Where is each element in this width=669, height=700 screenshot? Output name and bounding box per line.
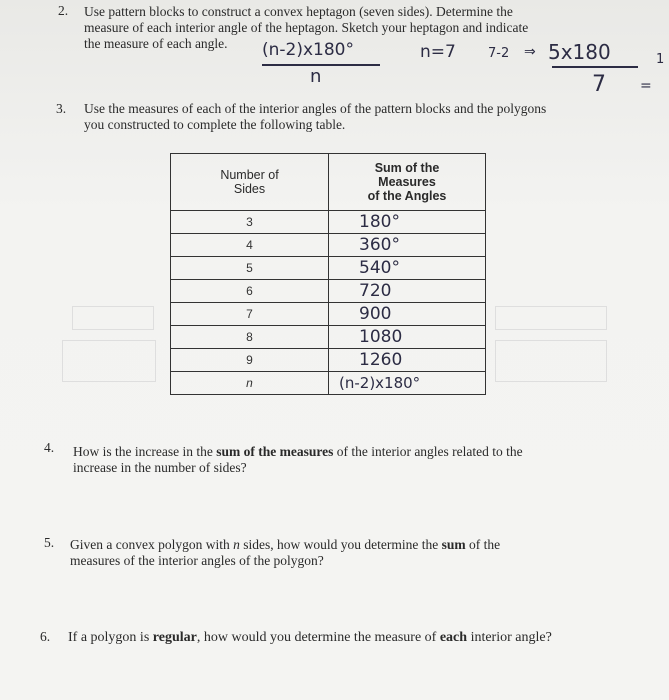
hand-fraction-bar-2 [552,66,638,68]
q6-text-part: , how would you determine the measure of [196,630,440,645]
table-row [171,372,486,395]
q5-number: 5. [44,535,55,550]
hand-seven-minus-two: 7-2 [488,46,510,61]
header-number-of-sides [171,154,329,211]
table-row [171,280,486,303]
q2-line3: the measure of each angle. [84,36,228,51]
q3-text [84,101,546,133]
q4-text [73,444,523,476]
bleed-through-box [495,306,607,330]
sum-cell-handwritten: 720 [329,280,486,303]
q2-line1: Use pattern blocks to construct a convex heptagon (seven sides). Determine the [84,4,513,19]
q4-text-bold: sum of the measures [216,444,334,459]
sum-cell-handwritten: 900 [329,303,486,326]
sum-cell-handwritten: 360° [329,234,486,257]
hand-five-times-180: 5x180 [548,40,611,64]
q5-text-part: sides, how would you determine the [239,537,442,552]
q4-text-part: of the interior angles related to the [333,444,523,459]
q5-text-part: of the [465,537,501,552]
angles-table [170,153,486,395]
q5-line2: measures of the interior angles of the polygon? [70,553,324,568]
q4-number: 4. [44,440,55,455]
table-header-row [171,154,486,211]
hand-edge-mark: 1 [656,52,665,67]
q5-text-bold: sum [441,537,466,552]
sides-cell: 3 [171,211,329,234]
sides-cell: 5 [171,257,329,280]
table-row [171,349,486,372]
q5-text [70,537,500,569]
q3-line2: you constructed to complete the following table. [84,117,346,132]
header-label: Sum of the [374,161,440,175]
hand-arrow: ⇒ [524,44,536,60]
q5-text-italic: n [233,537,240,552]
q4-line2: increase in the number of sides? [73,460,247,475]
hand-formula-top: (n-2)x180° [262,40,354,60]
table-row [171,234,486,257]
sides-cell: 7 [171,303,329,326]
sides-cell: n [171,372,329,395]
bleed-through-box [72,306,154,330]
hand-formula-bottom: n [310,66,322,87]
table-row [171,303,486,326]
q6-text-part: interior angle? [467,630,552,645]
q5-text-part: Given a convex polygon with [70,537,234,552]
hand-seven: 7 [592,72,606,97]
q6-number: 6. [40,629,51,644]
sum-cell-handwritten: 1260 [329,349,486,372]
hand-n-equals-7: n=7 [420,42,456,62]
sum-cell-handwritten: 180° [329,211,486,234]
q6-text-bold: each [439,630,468,645]
table-row [171,257,486,280]
q3-line1: Use the measures of each of the interior angles of the pattern blocks and the polygons [84,101,547,116]
sum-cell-handwritten: 540° [329,257,486,280]
sides-cell: 8 [171,326,329,349]
table-row [171,211,486,234]
sum-cell-handwritten: 1080 [329,326,486,349]
header-label: Number of [220,168,279,182]
q4-text-part: How is the increase in the [73,444,217,459]
header-sum-of-angles [329,154,486,211]
sum-cell-handwritten: (n-2)x180° [329,372,486,395]
bleed-through-box [62,340,156,382]
header-label: Measures [378,175,436,189]
sides-cell: 4 [171,234,329,257]
q6-text [68,630,552,646]
sides-cell: 9 [171,349,329,372]
sides-cell: 6 [171,280,329,303]
q2-number: 2. [58,3,69,18]
q6-text-bold: regular [152,630,197,645]
hand-equals: = [640,78,652,94]
header-label: Sides [233,182,266,196]
q2-line2: measure of each interior angle of the heptagon. Sketch your heptagon and indicate [84,20,529,35]
bleed-through-box [495,340,607,382]
q6-text-part: If a polygon is [68,630,153,645]
table-row [171,326,486,349]
q3-number: 3. [56,101,67,116]
header-label: of the Angles [367,189,447,203]
